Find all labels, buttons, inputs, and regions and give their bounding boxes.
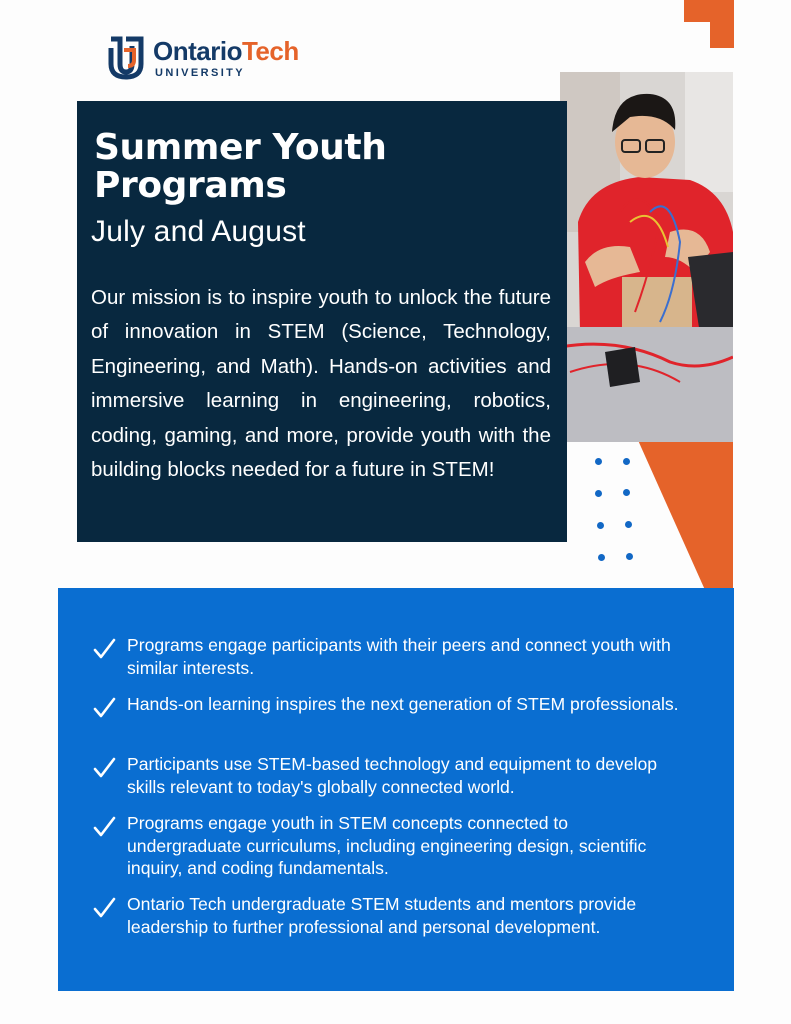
student-photo bbox=[560, 72, 733, 442]
benefit-text: Ontario Tech undergraduate STEM students and mentors provide leadership to further professional and personal development. bbox=[127, 894, 637, 937]
benefit-text: Programs engage youth in STEM concepts connected to undergraduate curriculums, including engineering design, scientific inquiry, and coding fundamentals. bbox=[127, 813, 647, 878]
decorative-dot bbox=[597, 522, 604, 529]
benefits-panel bbox=[58, 588, 734, 991]
decorative-dot bbox=[623, 489, 630, 496]
benefit-item bbox=[92, 893, 652, 961]
decorative-dot bbox=[625, 521, 632, 528]
benefit-item bbox=[92, 693, 679, 739]
decorative-dot bbox=[623, 458, 630, 465]
benefit-item bbox=[92, 812, 652, 880]
benefit-text: Participants use STEM-based technology and equipment to develop skills relevant to today's globally connected world. bbox=[127, 754, 658, 797]
checkmark-icon bbox=[92, 637, 116, 661]
program-dates: July and August bbox=[91, 215, 306, 248]
decorative-dot bbox=[626, 553, 633, 560]
logo-wordmark bbox=[153, 36, 299, 66]
ontario-tech-shield-icon bbox=[108, 36, 144, 80]
benefit-text: Hands-on learning inspires the next generation of STEM professionals. bbox=[127, 694, 679, 714]
checkmark-icon bbox=[92, 815, 116, 839]
checkmark-icon bbox=[92, 696, 116, 720]
benefit-item bbox=[92, 753, 658, 799]
benefit-item bbox=[92, 634, 671, 680]
logo-wordmark-tech: Tech bbox=[241, 36, 299, 66]
orange-corner-decoration bbox=[684, 0, 744, 48]
mission-statement: Our mission is to inspire youth to unlock the future of innovation in STEM (Science, Technology, Engineering, and Math). Hands-on activities and immersive learning in engineering, robotics, coding, gaming, and more, provide youth with the building blocks needed for a future in STEM! bbox=[91, 286, 551, 482]
benefit-text: Programs engage participants with their peers and connect youth with similar interests. bbox=[127, 635, 671, 678]
logo-university-label: UNIVERSITY bbox=[155, 67, 246, 79]
page-title: Summer Youth Programs bbox=[94, 127, 387, 206]
decorative-dot bbox=[595, 458, 602, 465]
checkmark-icon bbox=[92, 756, 116, 780]
checkmark-icon bbox=[92, 896, 116, 920]
decorative-dot bbox=[598, 554, 605, 561]
decorative-dot bbox=[595, 490, 602, 497]
ontario-tech-logo bbox=[108, 33, 328, 83]
hero-panel bbox=[77, 101, 567, 542]
logo-wordmark-ontario: Ontario bbox=[153, 36, 242, 66]
